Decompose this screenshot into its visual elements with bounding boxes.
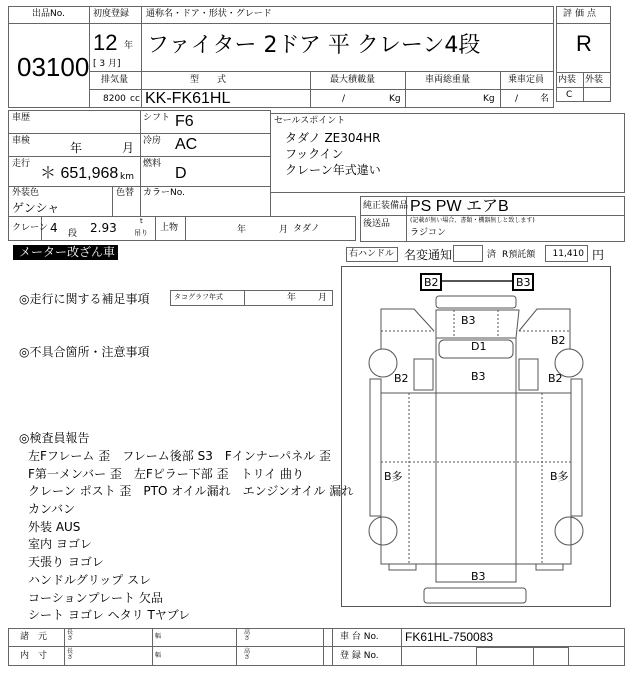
side-rail-left: [370, 379, 381, 516]
width-label: 幅: [155, 633, 162, 640]
report-line: 天張り ヨゴレ: [28, 555, 104, 570]
report-line: カンバン: [28, 502, 76, 517]
mileage: ＊ 651,968: [40, 165, 119, 182]
tsuri-label: 吊り: [134, 229, 148, 237]
sales-line: クレーン年式違い: [285, 163, 381, 177]
bed-center: [436, 393, 516, 582]
mark-cab-front: B3: [461, 314, 476, 327]
color-no-label: カラーNo.: [143, 188, 185, 198]
row-shaken: [8, 133, 271, 157]
mileage-label: 走行: [12, 159, 31, 169]
recycle-amount: 11,410: [552, 249, 584, 259]
tacho-month: 月: [318, 293, 328, 303]
side-rail-right: [571, 379, 582, 516]
gross-weight: Kg: [483, 94, 495, 104]
cab-front: [436, 310, 519, 338]
grille: [436, 296, 516, 308]
mark-cab-body: B3: [471, 370, 486, 383]
reg-year: 12: [93, 30, 118, 55]
height-label: 高さ: [244, 648, 251, 661]
defects-title: ◎不具合箇所・注意事項: [19, 345, 150, 359]
mark-right-step: B2: [548, 372, 563, 385]
ac: AC: [175, 136, 198, 153]
vehicle-name: ファイター 2ドア 平 クレーン4段: [147, 33, 481, 58]
report-line: クレーン ポスト 歪 PTO オイル漏れ エンジンオイル 漏れ: [28, 484, 354, 499]
height-label: 高さ: [244, 629, 251, 642]
capacity-label: 乗車定員: [508, 75, 545, 85]
length-col: [64, 628, 153, 666]
right-hand-text: 右ハンドル: [349, 249, 395, 259]
max-load: /: [342, 94, 346, 104]
damage-diagram: [341, 266, 611, 608]
month-unit: 月: [107, 59, 117, 69]
lot-label: 出品No.: [32, 9, 65, 19]
name-change-label: 名変通知: [404, 248, 453, 262]
max-load-unit: Kg: [389, 94, 401, 104]
capacity: /: [515, 94, 519, 104]
report-line: 室内 ヨゴレ: [28, 537, 92, 552]
wheel-rl: [369, 517, 397, 545]
report-line: 左Fフレーム 歪 フレーム後部 S3 Fインナーパネル 歪: [28, 449, 331, 463]
reg-cell: [476, 647, 534, 666]
body-month: 月: [279, 225, 289, 235]
body-label: 上物: [160, 223, 179, 233]
recycle-amount-box: [545, 245, 588, 262]
color-change-label: 色替: [116, 188, 135, 198]
reg-label: 登 録 No.: [340, 651, 379, 661]
km-unit: km: [120, 172, 134, 182]
report-line: シート ヨゴレ ヘタリ Tヤブレ: [28, 608, 191, 623]
report-line: F第一メンバー 歪 左Fピラー下部 歪 トリイ 曲り: [28, 466, 305, 481]
width-col: [152, 628, 237, 666]
mark-right-fender: B2: [551, 334, 566, 347]
shift: F6: [175, 113, 194, 130]
score: R: [576, 31, 592, 56]
report-line: コーションプレート 欠品: [28, 590, 163, 605]
fuel-label: 燃料: [143, 159, 162, 169]
yen-unit: 円: [592, 248, 605, 262]
wheel-fl: [369, 349, 397, 377]
later-label: 後送品: [363, 219, 391, 229]
later-note: (記載が無い場合、書類・機器無しと致します): [410, 217, 535, 224]
inner-label: 内 寸: [20, 651, 48, 661]
max-load-label: 最大積載量: [330, 75, 376, 85]
displacement-label: 排気量: [101, 75, 129, 85]
exterior-label: 外装: [585, 75, 604, 85]
shaken-month: 月: [122, 141, 135, 155]
model-code: KK-FK61HL: [145, 90, 231, 107]
inspector-title: ◎検査員報告: [19, 431, 90, 445]
rear-mud-right: [536, 564, 563, 570]
report-line: 外装 AUS: [28, 519, 81, 534]
mileage-notes-title: ◎走行に関する補足事項: [19, 292, 150, 306]
length-label: 長さ: [67, 629, 74, 642]
chassis-label: 車 台 No.: [340, 632, 379, 642]
rear-bumper: [424, 588, 526, 603]
interior-grade: C: [566, 90, 573, 100]
model-label: 型 式: [190, 75, 227, 85]
interior-label: 内装: [558, 75, 577, 85]
reg-cell: [533, 647, 569, 666]
meter-tamper-text: メーター改ざん車: [19, 245, 116, 259]
color-label: 外装色: [12, 188, 40, 198]
mark-right-side: B多: [550, 470, 569, 483]
crane-stages: 4: [50, 221, 58, 235]
year-unit: 年: [124, 41, 134, 51]
recycle-mark: 済: [487, 250, 497, 260]
inspector-report: [28, 447, 353, 624]
mark-left-step: B2: [394, 372, 409, 385]
ac-label: 冷房: [143, 136, 162, 146]
chassis-number: FK61HL-750083: [405, 630, 494, 644]
shift-label: シフト: [143, 113, 171, 123]
name-change-box: [453, 245, 483, 262]
meter-tamper-badge: [13, 245, 118, 260]
wheel-rr: [555, 517, 583, 545]
step-left: [414, 359, 433, 390]
score-label: 評価点: [563, 9, 600, 19]
reg-month: 3: [99, 59, 106, 69]
equipment-value: PS PW エアB: [410, 198, 509, 215]
shaken-year: 年: [70, 141, 83, 155]
tacho-year: 年: [287, 293, 297, 303]
first-reg-label: 初度登録: [93, 9, 130, 19]
lot-number: 03100: [17, 52, 90, 82]
stage-unit: 段: [68, 229, 78, 239]
sales-point-label: セールスポイント: [274, 116, 346, 126]
spec-label: 諸 元: [20, 632, 48, 642]
ton-unit: t: [140, 217, 143, 225]
crane-ton: 2.93: [90, 221, 117, 235]
step-right: [519, 359, 538, 390]
recycle-label: R預託額: [502, 250, 536, 260]
capacity-unit: 名: [540, 94, 550, 104]
body-year: 年: [237, 225, 247, 235]
tacho-label: タコグラフ年式: [174, 293, 223, 301]
mark-front-bumper-right: B3: [516, 276, 531, 289]
crane-label: クレーン: [12, 223, 48, 233]
name-label: 通称名・ドア・形状・グレード: [146, 9, 272, 19]
sales-line: タダノ ZE304HR: [285, 131, 381, 145]
fuel: D: [175, 165, 187, 182]
history-label: 車歴: [12, 113, 31, 123]
mark-front-bumper-left: B2: [424, 276, 439, 289]
right-hand-badge: [346, 247, 398, 262]
displacement: 8200: [103, 94, 126, 104]
equipment-label: 純正装備品: [363, 201, 409, 211]
gross-label: 車両総重量: [425, 75, 471, 85]
bed-dotted: [381, 393, 571, 564]
shaken-label: 車検: [12, 136, 31, 146]
body-maker: タダノ: [293, 224, 320, 234]
mark-left-side: B多: [384, 470, 403, 483]
rear-mud-left: [389, 564, 416, 570]
later-value: ラジコン: [410, 228, 447, 238]
cc-unit: cc: [130, 94, 140, 104]
color: ゲンシャ: [12, 201, 60, 215]
width-label: 幅: [155, 652, 162, 659]
report-line: ハンドルグリップ スレ: [28, 572, 152, 587]
length-label: 長さ: [67, 648, 74, 661]
sales-line: フックイン: [285, 147, 344, 161]
mark-windshield: D1: [471, 340, 487, 353]
mark-rear: B3: [471, 570, 486, 583]
